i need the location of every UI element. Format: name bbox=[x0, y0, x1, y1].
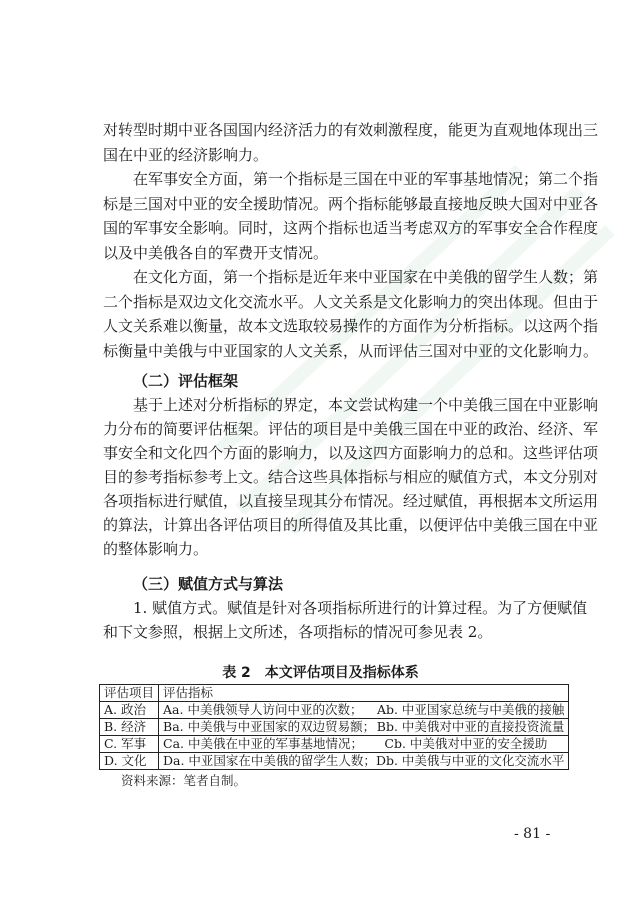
text-line: 在军事安全方面，第一个指标是三国在中亚的军事基地情况；第二个指 bbox=[133, 170, 599, 188]
table-row bbox=[100, 753, 569, 770]
text-line: 基于上述对分析指标的界定，本文尝试构建一个中美俄三国在中亚影响 bbox=[133, 396, 599, 414]
text-line: 1. 赋值方式。赋值是针对各项指标所进行的计算过程。为了方便赋值 bbox=[133, 599, 588, 617]
section-heading-3: （三）赋值方式与算法 bbox=[133, 575, 284, 593]
row-indicators bbox=[159, 753, 569, 770]
text-line: 的算法，计算出各评估项目的所得值及其比重，以便评估中美俄三国在中亚 bbox=[103, 516, 599, 534]
indicator-b: Bb. 中美俄对中亚的直接投资流量 bbox=[376, 719, 565, 734]
text-line: 二个指标是双边文化交流水平。人文关系是文化影响力的突出体现。但由于 bbox=[103, 292, 599, 311]
text-line: 的整体影响力。 bbox=[103, 540, 209, 558]
table-row bbox=[100, 702, 569, 719]
table-caption: 表 2 本文评估项目及指标体系 bbox=[222, 665, 419, 681]
indicator-a: Aa. 中美俄领导人访问中亚的次数； bbox=[163, 702, 363, 717]
row-item: D. 文化 bbox=[100, 753, 159, 770]
header-item: 评估项目 bbox=[100, 685, 159, 702]
indicator-b: Ab. 中亚国家总统与中美俄的接触 bbox=[376, 702, 565, 717]
text-line: 目的参考指标参考上文。结合这些具体指标与相应的赋值方式，本文分别对 bbox=[103, 468, 599, 486]
table-row bbox=[100, 736, 569, 753]
text-line: 人文关系难以衡量，故本文选取较易操作的方面作为分析指标。以这两个指 bbox=[103, 317, 599, 335]
table-source: 资料来源：笔者自制。 bbox=[121, 773, 247, 788]
text-line: 国的军事安全影响。同时，这两个指标也适当考虑双方的军事安全合作程度 bbox=[103, 219, 599, 237]
indicator-a: Da. 中亚国家在中美俄的留学生人数； bbox=[163, 753, 376, 768]
row-item: B. 经济 bbox=[100, 719, 159, 736]
table-row bbox=[100, 719, 569, 736]
row-item: C. 军事 bbox=[100, 736, 159, 753]
table-header-row bbox=[100, 685, 569, 702]
text-line: 在文化方面，第一个指标是近年来中亚国家在中美俄的留学生人数；第 bbox=[133, 268, 599, 286]
text-line: 和下文参照，根据上文所述，各项指标的情况可参见表 2。 bbox=[103, 623, 493, 641]
text-line: 对转型时期中亚各国国内经济活力的有效刺激程度，能更为直观地体现出三 bbox=[103, 121, 599, 139]
row-item: A. 政治 bbox=[100, 702, 159, 719]
text-line: 各项指标进行赋值，以直接呈现其分布情况。经过赋值，再根据本文所运用 bbox=[103, 492, 599, 510]
text-line: 以及中美俄各自的军费开支情况。 bbox=[103, 243, 329, 262]
row-indicators bbox=[159, 702, 569, 719]
section-heading-2: （二）评估框架 bbox=[133, 372, 239, 390]
indicator-b: Cb. 中美俄对中亚的安全援助 bbox=[384, 736, 548, 751]
indicator-a: Ca. 中美俄在中亚的军事基地情况； bbox=[163, 736, 363, 751]
indicator-a: Ba. 中美俄与中亚国家的双边贸易额； bbox=[163, 719, 376, 734]
row-indicators bbox=[159, 736, 569, 753]
row-indicators bbox=[159, 719, 569, 736]
text-line: 力分布的简要评估框架。评估的项目是中美俄三国在中亚的政治、经济、军 bbox=[103, 420, 599, 438]
text-line: 标是三国对中亚的安全援助情况。两个指标能够最直接地反映大国对中亚各 bbox=[103, 194, 599, 213]
indicator-b: Db. 中美俄与中亚的文化交流水平 bbox=[375, 753, 565, 768]
text-line: 国在中亚的经济影响力。 bbox=[103, 145, 269, 164]
header-indicator: 评估指标 bbox=[159, 685, 569, 702]
text-line: 标衡量中美俄与中亚国家的人文关系，从而评估三国对中亚的文化影响力。 bbox=[103, 341, 599, 360]
page-number: - 81 - bbox=[514, 826, 551, 842]
indicator-table bbox=[99, 684, 569, 770]
text-line: 事安全和文化四个方面的影响力，以及这四方面影响力的总和。这些评估项 bbox=[103, 444, 599, 462]
